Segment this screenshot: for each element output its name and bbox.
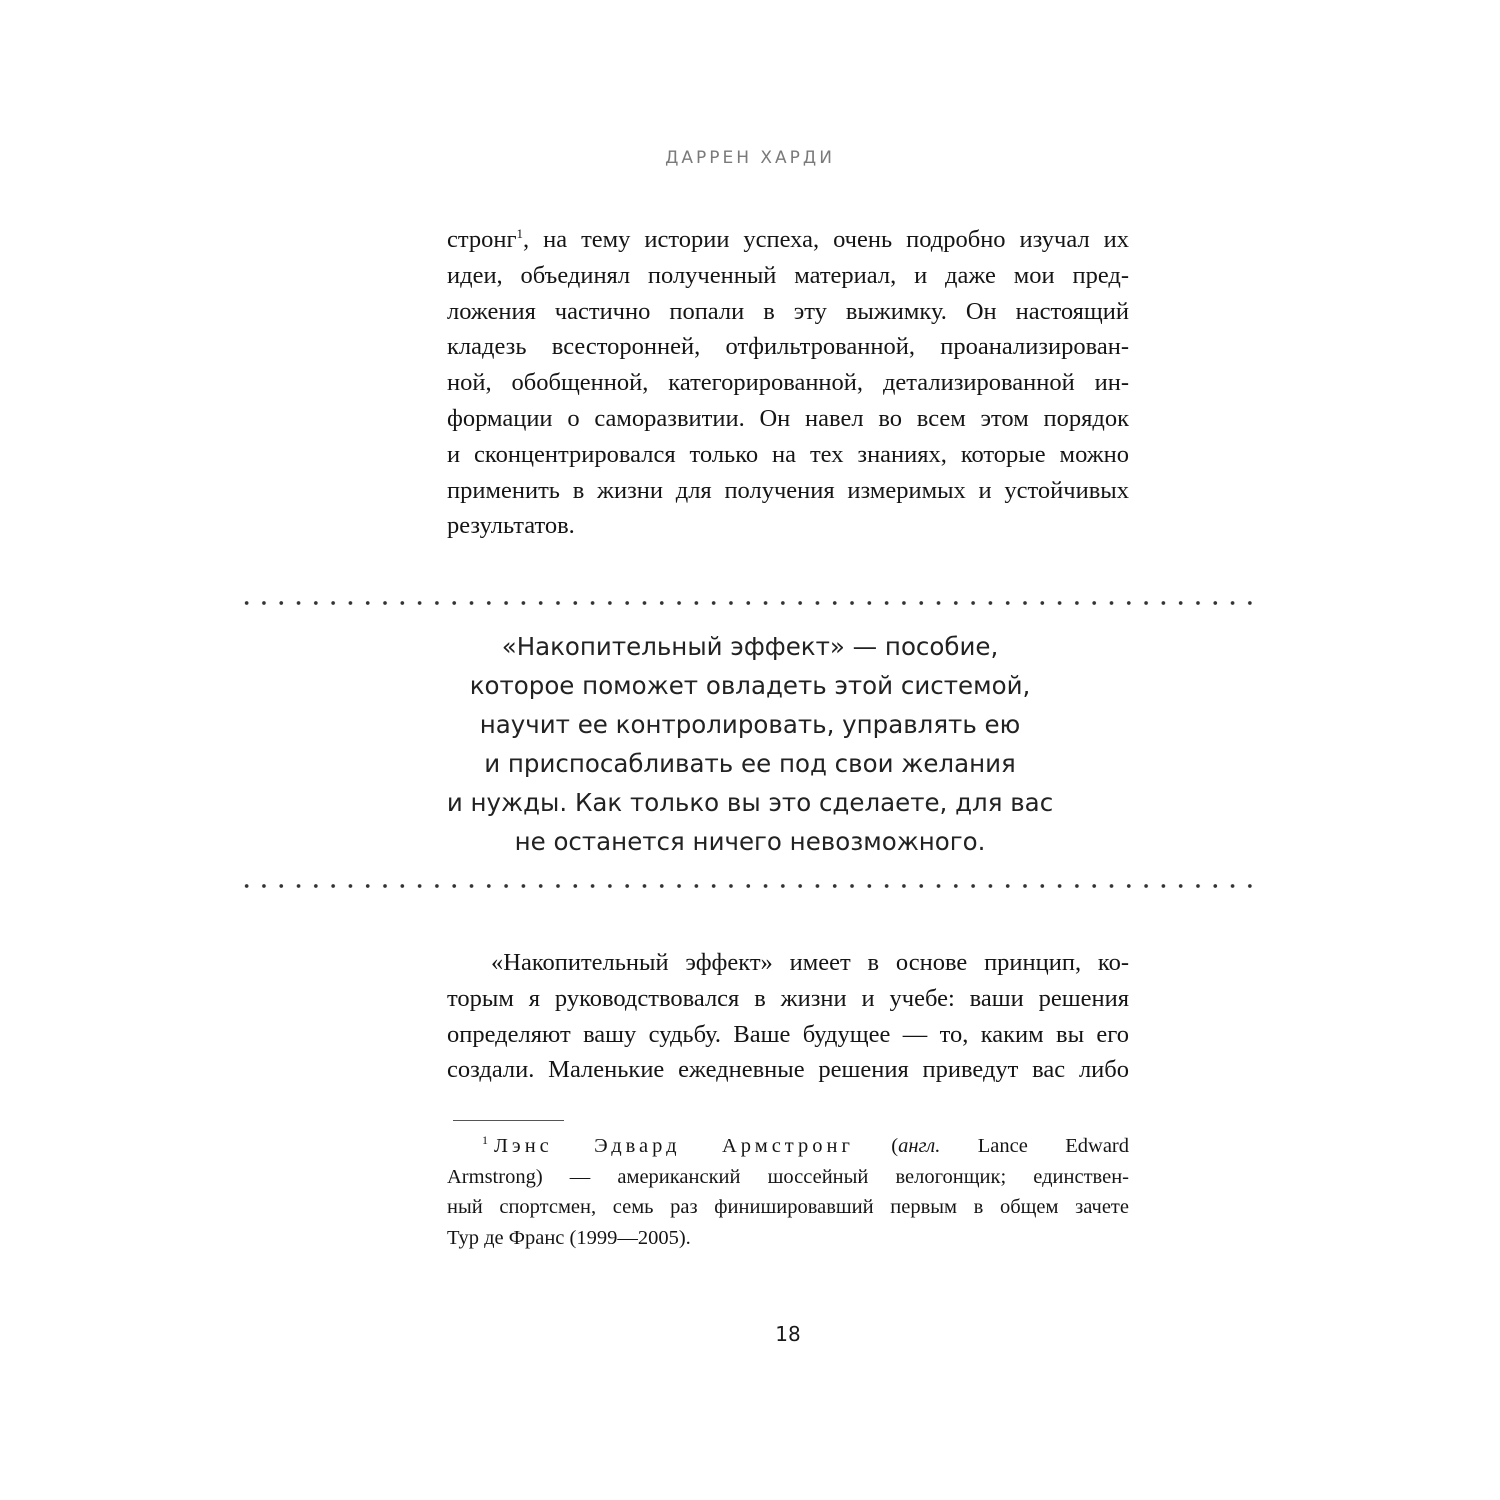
paragraph-1-line: ложения частично попали в эту выжимку. Он настоящий — [447, 297, 1129, 325]
pull-quote-line: и приспосабливать ее под свои желания — [484, 749, 1016, 778]
footnote-separator — [453, 1120, 564, 1121]
footnote-mark: 1 — [482, 1133, 488, 1148]
paragraph-1-line — [447, 222, 1129, 258]
paragraph-1-line: кладезь всесторонней, отфильтрованной, проанализирован- — [447, 333, 1129, 361]
paragraph-1-line: идеи, объединял полученный материал, и даже мои пред- — [447, 261, 1129, 289]
footnote-line: ный спортсмен, семь раз финишировавший первым в общем зачете — [447, 1196, 1129, 1218]
pull-quote-line: «Накопительный эффект» — пособие, — [501, 632, 999, 661]
page-number: 18 — [775, 1322, 801, 1346]
footnote-line — [447, 1131, 1129, 1162]
pull-quote-line: научит ее контролировать, управлять ею — [479, 710, 1021, 739]
paragraph-1-line-start: стронг — [447, 226, 517, 253]
paragraph-2-line: определяют вашу судьбу. Ваше будущее — то, каким вы его — [447, 1020, 1129, 1048]
paragraph-1-line: ной, обобщенной, категорированной, детализированной ин- — [447, 369, 1129, 397]
paragraph-2-line: «Накопительный эффект» имеет в основе принцип, ко- — [491, 949, 1129, 976]
footnote-language-abbr: англ. — [898, 1135, 941, 1157]
paragraph-1-line: результатов. — [447, 512, 575, 540]
footnote-line: Armstrong) — американский шоссейный велогонщик; единствен- — [447, 1165, 1129, 1188]
footnote-person-name: Лэнс Эдвард Армстронг — [494, 1135, 854, 1157]
pull-quote — [238, 627, 1262, 861]
paragraph-1-line: применить в жизни для получения измеримых и устойчивых — [447, 476, 1129, 504]
paragraph-1-line: и сконцентрировался только на тех знаниях, которые можно — [447, 440, 1129, 468]
paragraph-2-line: торым я руководствовался в жизни и учебе: ваши решения — [447, 984, 1129, 1012]
pull-quote-line: и нужды. Как только вы это сделаете, для вас — [446, 788, 1054, 817]
dotted-divider-top — [238, 600, 1262, 606]
paragraph-2-line: создали. Маленькие ежедневные решения приведут вас либо — [447, 1056, 1129, 1084]
footnote-line: Тур де Франс (1999—2005). — [447, 1226, 691, 1249]
paragraph-1-line: формации о саморазвитии. Он навел во всем этом порядок — [447, 404, 1129, 432]
paragraph-1 — [447, 222, 1129, 544]
pull-quote-line: не останется ничего невозможного. — [514, 827, 986, 856]
footnote-reference[interactable]: 1 — [516, 225, 524, 241]
footnote-paren: ( — [853, 1135, 899, 1157]
paragraph-1-line-rest: , на тему истории успеха, очень подробно изучал их — [523, 226, 1129, 253]
pull-quote-line: которое поможет овладеть этой системой, — [469, 671, 1031, 700]
dotted-divider-bottom — [238, 883, 1262, 889]
footnote-english-name: Lance Edward — [940, 1135, 1130, 1157]
paragraph-2 — [447, 945, 1129, 1088]
footnote — [447, 1131, 1129, 1253]
running-head: ДАРРЕН ХАРДИ — [665, 148, 835, 168]
